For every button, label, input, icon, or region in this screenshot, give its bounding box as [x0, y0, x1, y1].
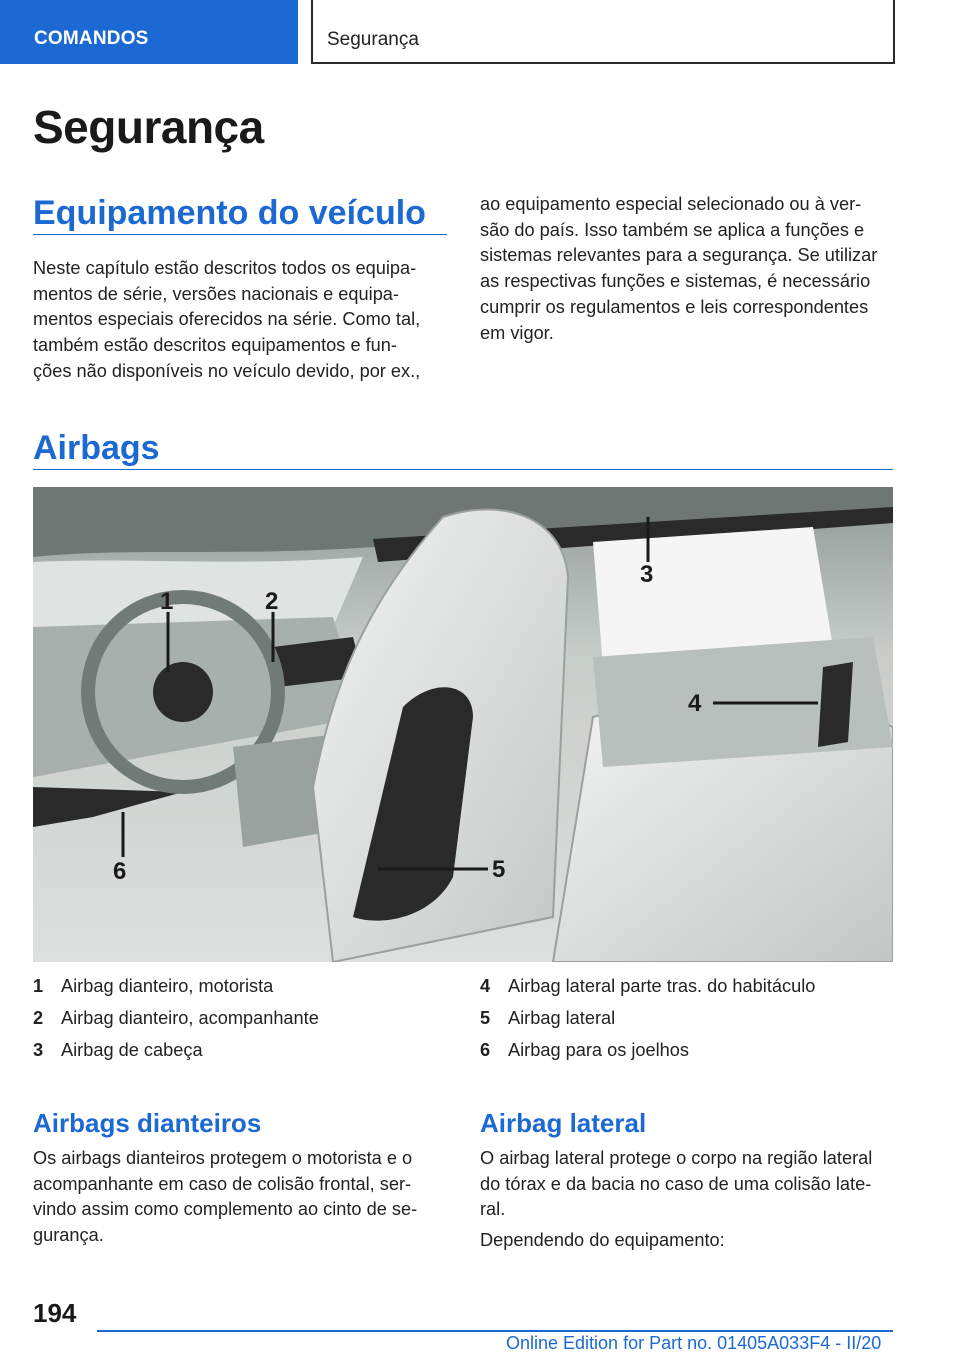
legend-item: 3 Airbag de cabeça: [33, 1040, 203, 1060]
front-airbags-text: Os airbags dianteiros protegem o motorista e o acompanhante em caso de colisão frontal, ser‐ vindo assim como complemento ao cinto de se‐ gurança.: [33, 1148, 418, 1246]
side-airbag-text: O airbag lateral protege o corpo na região lateral do tórax e da bacia no caso de uma colisão late‐ ral.: [480, 1148, 873, 1220]
callout-label-3: 3: [640, 561, 654, 588]
callout-label-4: 4: [688, 690, 702, 717]
equipment-text-left: Neste capítulo estão descritos todos os equipa‐ mentos de série, versões nacionais e equipa‐ mentos especiais oferecidos na série. Como tal, também estão descritos equipamentos e fun‐ ções não disponíveis no veículo devido, por ex.,: [33, 258, 421, 381]
section-heading-airbags: Airbags: [33, 429, 160, 467]
airbag-locations-figure: [33, 487, 893, 962]
subheading-front-airbags: Airbags dianteiros: [33, 1108, 262, 1138]
legend-item: 6 Airbag para os joelhos: [480, 1040, 689, 1060]
legend-left: [33, 970, 453, 1066]
side-airbag-extra: Dependendo do equipamento:: [480, 1230, 725, 1250]
section-heading-equipment: Equipamento do veículo: [33, 194, 426, 232]
rear-side-airbag-patch: [818, 662, 853, 747]
callout-label-1: 1: [160, 588, 174, 615]
legend-right: [480, 970, 900, 1066]
topic-header: Segurança: [311, 0, 895, 64]
section-rule: [33, 234, 447, 235]
subheading-side-airbag: Airbag lateral: [480, 1108, 647, 1138]
legend-item: 4 Airbag lateral parte tras. do habitáculo: [480, 976, 816, 996]
section-rule: [33, 469, 893, 470]
driver-airbag-hub: [153, 662, 213, 722]
legend-item: 1 Airbag dianteiro, motorista: [33, 976, 274, 996]
chapter-tab: COMANDOS: [0, 0, 298, 64]
equipment-text-right: ao equipamento especial selecionado ou à ver‐ são do país. Isso também se aplica a funções e sistemas relevantes para a segurança. Se utilizar as respectivas funções e sistemas, é necessário cumprir os regulamentos e leis correspondentes em vigor.: [480, 194, 878, 343]
callout-label-5: 5: [492, 856, 506, 883]
footer-edition: Online Edition for Part no. 01405A033F4 - II/20: [506, 1333, 882, 1353]
callout-label-2: 2: [265, 588, 279, 615]
footer-rule: [97, 1330, 893, 1332]
legend-item: 5 Airbag lateral: [480, 1008, 616, 1028]
page-number: 194: [33, 1298, 77, 1328]
page-title: Segurança: [33, 101, 264, 153]
legend-item: 2 Airbag dianteiro, acompanhante: [33, 1008, 319, 1028]
callout-label-6: 6: [113, 858, 127, 885]
